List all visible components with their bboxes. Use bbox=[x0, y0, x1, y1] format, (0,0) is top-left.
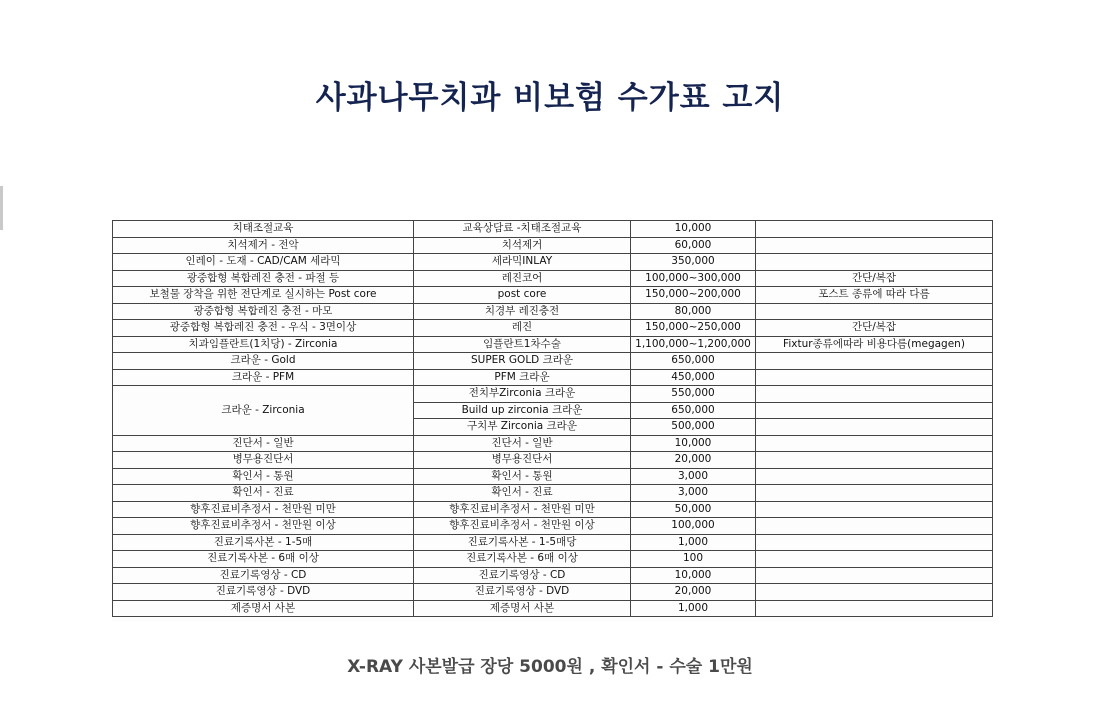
xray-notice: X-RAY 사본발급 장당 5000원 , 확인서 - 수술 1만원 bbox=[347, 657, 753, 677]
table-row bbox=[113, 287, 993, 304]
price-cell: 50,000 bbox=[631, 501, 756, 518]
table-row bbox=[113, 254, 993, 271]
table-row bbox=[113, 435, 993, 452]
procedure-name-cell: 진단서 - 일반 bbox=[113, 435, 414, 452]
table-row bbox=[113, 551, 993, 568]
item-name-cell: 구치부 Zirconia 크라운 bbox=[414, 419, 631, 436]
price-cell: 10,000 bbox=[631, 221, 756, 238]
price-cell: 150,000~250,000 bbox=[631, 320, 756, 337]
price-cell: 20,000 bbox=[631, 452, 756, 469]
price-cell: 3,000 bbox=[631, 468, 756, 485]
procedure-name-cell: 보철물 장착을 위한 전단계로 실시하는 Post core bbox=[113, 287, 414, 304]
table-row bbox=[113, 221, 993, 238]
table-row bbox=[113, 320, 993, 337]
price-cell: 60,000 bbox=[631, 237, 756, 254]
note-cell bbox=[756, 452, 993, 469]
procedure-name-cell: 광중합형 복합레진 충전 - 우식 - 3면이상 bbox=[113, 320, 414, 337]
item-name-cell: 레진 bbox=[414, 320, 631, 337]
note-cell bbox=[756, 402, 993, 419]
table-row bbox=[113, 534, 993, 551]
procedure-name-cell: 향후진료비추정서 - 천만원 미만 bbox=[113, 501, 414, 518]
table-row bbox=[113, 270, 993, 287]
price-cell: 100,000 bbox=[631, 518, 756, 535]
fee-table-body bbox=[113, 221, 993, 617]
table-row bbox=[113, 452, 993, 469]
item-name-cell: 제증명서 사본 bbox=[414, 600, 631, 617]
note-cell bbox=[756, 419, 993, 436]
procedure-name-cell: 진료기록영상 - DVD bbox=[113, 584, 414, 601]
price-cell: 550,000 bbox=[631, 386, 756, 403]
item-name-cell: 치경부 레진충전 bbox=[414, 303, 631, 320]
item-name-cell: SUPER GOLD 크라운 bbox=[414, 353, 631, 370]
procedure-name-cell: 크라운 - Gold bbox=[113, 353, 414, 370]
table-row bbox=[113, 468, 993, 485]
procedure-name-cell: 확인서 - 통원 bbox=[113, 468, 414, 485]
price-cell: 10,000 bbox=[631, 567, 756, 584]
note-cell bbox=[756, 386, 993, 403]
price-cell: 500,000 bbox=[631, 419, 756, 436]
table-row bbox=[113, 303, 993, 320]
table-row bbox=[113, 600, 993, 617]
item-name-cell: 진료기록영상 - DVD bbox=[414, 584, 631, 601]
note-cell bbox=[756, 518, 993, 535]
item-name-cell: 교육상담료 -치태조절교육 bbox=[414, 221, 631, 238]
table-row bbox=[113, 237, 993, 254]
note-cell bbox=[756, 254, 993, 271]
price-cell: 3,000 bbox=[631, 485, 756, 502]
procedure-name-cell: 병무용진단서 bbox=[113, 452, 414, 469]
note-cell bbox=[756, 303, 993, 320]
procedure-name-cell: 제증명서 사본 bbox=[113, 600, 414, 617]
procedure-name-cell: 진료기록영상 - CD bbox=[113, 567, 414, 584]
item-name-cell: 임플란트1차수술 bbox=[414, 336, 631, 353]
price-cell: 100,000~300,000 bbox=[631, 270, 756, 287]
item-name-cell: Build up zirconia 크라운 bbox=[414, 402, 631, 419]
item-name-cell: 레진코어 bbox=[414, 270, 631, 287]
item-name-cell: 향후진료비추정서 - 천만원 이상 bbox=[414, 518, 631, 535]
procedure-name-cell: 진료기록사본 - 1-5매 bbox=[113, 534, 414, 551]
note-cell bbox=[756, 501, 993, 518]
table-row bbox=[113, 353, 993, 370]
item-name-cell: 전치부Zirconia 크라운 bbox=[414, 386, 631, 403]
table-row bbox=[113, 584, 993, 601]
procedure-name-cell: 확인서 - 진료 bbox=[113, 485, 414, 502]
procedure-name-cell: 치태조절교육 bbox=[113, 221, 414, 238]
procedure-name-cell: 광중합형 복합레진 충전 - 파절 등 bbox=[113, 270, 414, 287]
procedure-name-cell: 크라운 - PFM bbox=[113, 369, 414, 386]
note-cell bbox=[756, 600, 993, 617]
note-cell: Fixtur종류에따라 비용다름(megagen) bbox=[756, 336, 993, 353]
price-cell: 1,000 bbox=[631, 534, 756, 551]
table-row bbox=[113, 518, 993, 535]
note-cell bbox=[756, 237, 993, 254]
price-cell: 150,000~200,000 bbox=[631, 287, 756, 304]
price-cell: 10,000 bbox=[631, 435, 756, 452]
item-name-cell: post core bbox=[414, 287, 631, 304]
procedure-name-cell: 진료기록사본 - 6매 이상 bbox=[113, 551, 414, 568]
price-cell: 650,000 bbox=[631, 402, 756, 419]
table-row bbox=[113, 336, 993, 353]
table-row bbox=[113, 485, 993, 502]
item-name-cell: 세라믹INLAY bbox=[414, 254, 631, 271]
item-name-cell: 치석제거 bbox=[414, 237, 631, 254]
price-cell: 1,100,000~1,200,000 bbox=[631, 336, 756, 353]
note-cell bbox=[756, 353, 993, 370]
procedure-name-cell: 치석제거 - 전악 bbox=[113, 237, 414, 254]
table-row bbox=[113, 567, 993, 584]
price-cell: 650,000 bbox=[631, 353, 756, 370]
price-cell: 350,000 bbox=[631, 254, 756, 271]
table-row bbox=[113, 369, 993, 386]
note-cell: 간단/복잡 bbox=[756, 320, 993, 337]
item-name-cell: 확인서 - 통원 bbox=[414, 468, 631, 485]
note-cell bbox=[756, 485, 993, 502]
price-cell: 450,000 bbox=[631, 369, 756, 386]
procedure-name-cell: 인레이 - 도재 - CAD/CAM 세라믹 bbox=[113, 254, 414, 271]
price-cell: 80,000 bbox=[631, 303, 756, 320]
page-title: 사과나무치과 비보험 수가표 고지 bbox=[315, 80, 785, 116]
note-cell: 포스트 종류에 따라 다름 bbox=[756, 287, 993, 304]
item-name-cell: 향후진료비추정서 - 천만원 미만 bbox=[414, 501, 631, 518]
item-name-cell: 진료기록영상 - CD bbox=[414, 567, 631, 584]
note-cell bbox=[756, 435, 993, 452]
price-cell: 1,000 bbox=[631, 600, 756, 617]
note-cell bbox=[756, 468, 993, 485]
note-cell bbox=[756, 551, 993, 568]
procedure-name-cell: 치과임플란트(1치당) - Zirconia bbox=[113, 336, 414, 353]
item-name-cell: 확인서 - 진료 bbox=[414, 485, 631, 502]
note-cell: 간단/복잡 bbox=[756, 270, 993, 287]
item-name-cell: 진료기록사본 - 6매 이상 bbox=[414, 551, 631, 568]
table-row bbox=[113, 386, 993, 403]
note-cell bbox=[756, 567, 993, 584]
fee-table bbox=[112, 220, 993, 617]
price-cell: 20,000 bbox=[631, 584, 756, 601]
procedure-name-cell: 광중합형 복합레진 충전 - 마모 bbox=[113, 303, 414, 320]
note-cell bbox=[756, 369, 993, 386]
table-row bbox=[113, 501, 993, 518]
item-name-cell: 병무용진단서 bbox=[414, 452, 631, 469]
fee-table-scan bbox=[112, 220, 992, 622]
item-name-cell: PFM 크라운 bbox=[414, 369, 631, 386]
item-name-cell: 진료기록사본 - 1-5매당 bbox=[414, 534, 631, 551]
item-name-cell: 진단서 - 일반 bbox=[414, 435, 631, 452]
procedure-name-cell: 크라운 - Zirconia bbox=[113, 386, 414, 436]
price-cell: 100 bbox=[631, 551, 756, 568]
note-cell bbox=[756, 584, 993, 601]
procedure-name-cell: 향후진료비추정서 - 천만원 이상 bbox=[113, 518, 414, 535]
scan-edge-mark bbox=[0, 186, 3, 230]
note-cell bbox=[756, 221, 993, 238]
note-cell bbox=[756, 534, 993, 551]
